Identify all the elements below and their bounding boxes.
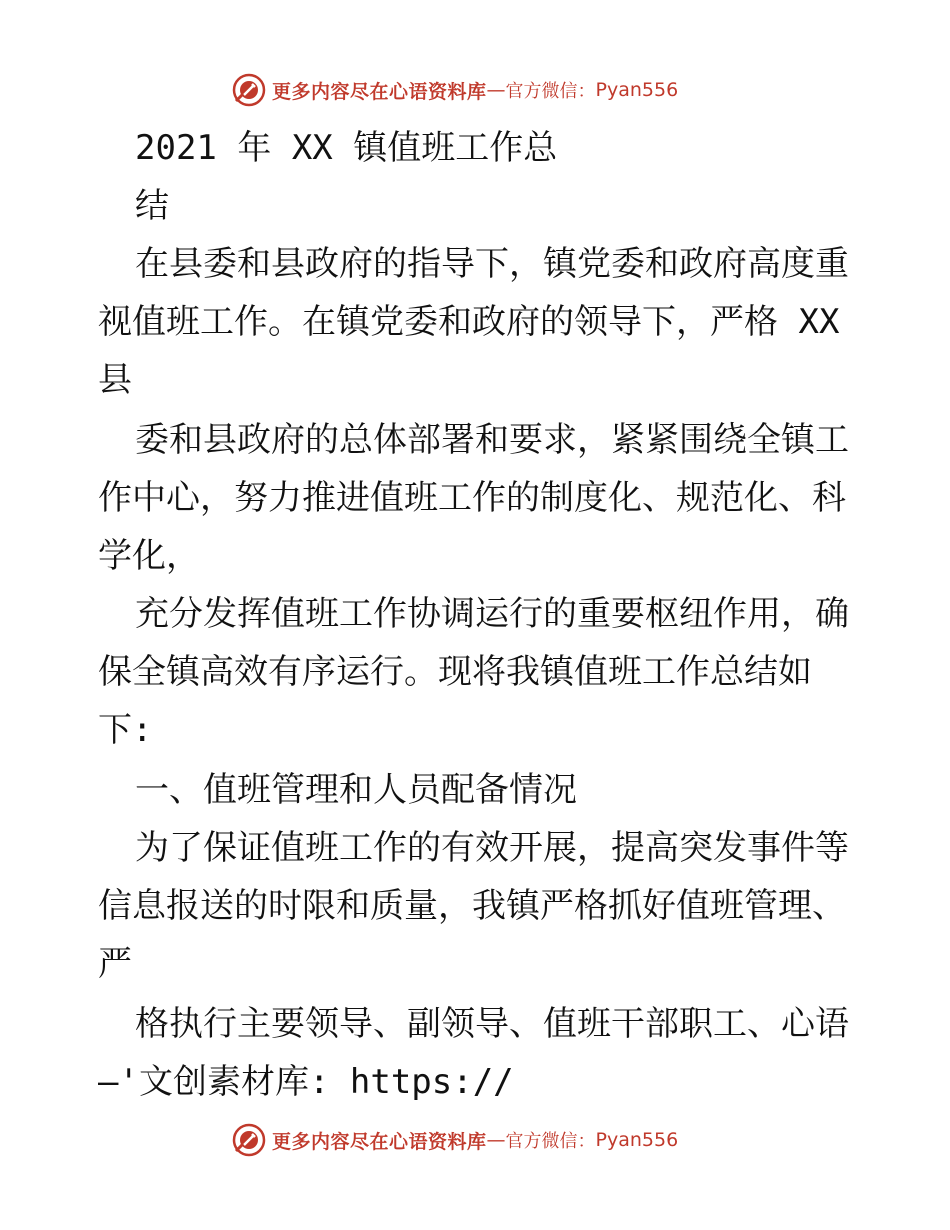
paragraph-line: 充分发挥值班工作协调运行的重要枢纽作用，确 (135, 594, 849, 634)
paragraph-line: 保全镇高效有序运行。现将我镇值班工作总结如 (98, 652, 812, 692)
watermark-label: 官方微信： (505, 81, 596, 102)
watermark-label: 官方微信： (505, 1131, 596, 1152)
watermark-handle: Pyan556 (595, 1129, 679, 1151)
brand-logo-icon (232, 73, 266, 107)
paragraph-line: 在县委和县政府的指导下，镇党委和政府高度重 (135, 244, 849, 284)
watermark-handle: Pyan556 (595, 79, 679, 101)
paragraph-line: 作中心，努力推进值班工作的制度化、规范化、科 (98, 478, 846, 518)
watermark-dash: — (486, 1129, 506, 1151)
watermark-dash: — (486, 79, 506, 101)
paragraph-line: 信息报送的时限和质量，我镇严格抓好值班管理、 (98, 886, 846, 926)
paragraph-line: —'文创素材库: https:// (98, 1062, 514, 1102)
paragraph-line: 学化， (98, 536, 200, 576)
footer-watermark (232, 1122, 678, 1158)
paragraph-line: 委和县政府的总体部署和要求，紧紧围绕全镇工 (135, 420, 849, 460)
brand-logo-icon (232, 1123, 266, 1157)
section-heading: 一、值班管理和人员配备情况 (135, 770, 577, 810)
paragraph-line: 为了保证值班工作的有效开展，提高突发事件等 (135, 828, 849, 868)
header-watermark (232, 72, 678, 108)
watermark-brand: 更多内容尽在心语资料库 (272, 1130, 487, 1153)
document-title-line-2: 结 (135, 186, 169, 226)
paragraph-line: 严 (98, 944, 132, 984)
paragraph-line: 县 (98, 360, 132, 400)
document-title-line-1: 2021 年 XX 镇值班工作总 (135, 128, 558, 168)
paragraph-line: 视值班工作。在镇党委和政府的领导下，严格 XX (98, 302, 840, 342)
paragraph-line: 格执行主要领导、副领导、值班干部职工、心语 (135, 1004, 849, 1044)
watermark-brand: 更多内容尽在心语资料库 (272, 80, 487, 103)
paragraph-line: 下: (98, 710, 153, 750)
